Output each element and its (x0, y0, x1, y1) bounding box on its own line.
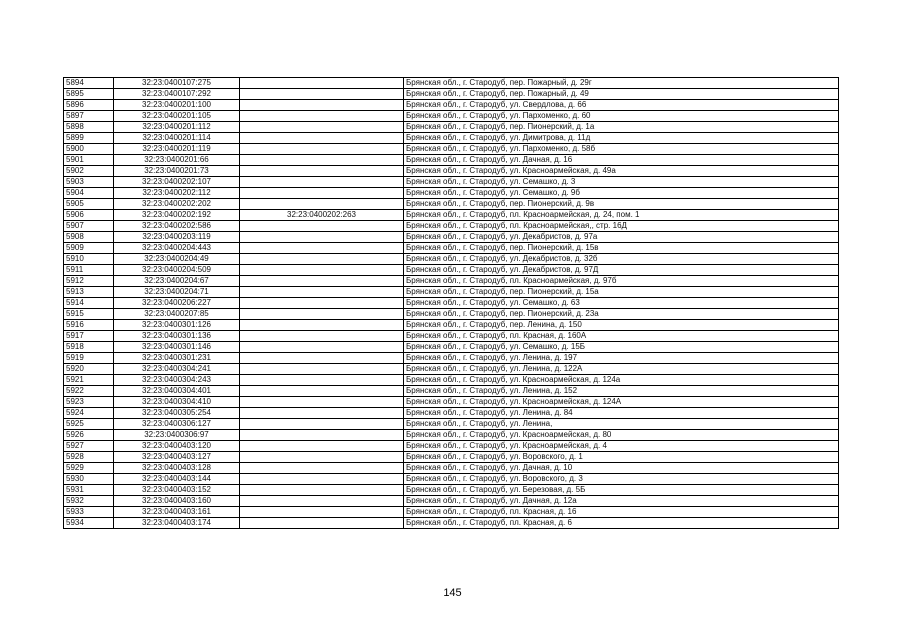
record-number-cell: 5924 (64, 408, 114, 419)
address-cell: Брянская обл., г. Стародуб, ул. Красноармейская, д. 124а (404, 375, 839, 386)
secondary-cadastral-number-cell (240, 342, 404, 353)
cadastral-number-cell: 32:23:0400201:66 (114, 155, 240, 166)
cadastral-number-cell: 32:23:0400203:119 (114, 232, 240, 243)
address-cell: Брянская обл., г. Стародуб, пер. Пионерский, д. 1а (404, 122, 839, 133)
record-number-cell: 5916 (64, 320, 114, 331)
secondary-cadastral-number-cell (240, 441, 404, 452)
record-number-cell: 5903 (64, 177, 114, 188)
address-cell: Брянская обл., г. Стародуб, пл. Красноармейская, д. 97б (404, 276, 839, 287)
table-row (64, 133, 839, 144)
address-cell: Брянская обл., г. Стародуб, пл. Красноармейская, д. 24, пом. 1 (404, 210, 839, 221)
record-number-cell: 5928 (64, 452, 114, 463)
record-number-cell: 5897 (64, 111, 114, 122)
address-cell: Брянская обл., г. Стародуб, пер. Пожарный, д. 29г (404, 78, 839, 89)
cadastral-number-cell: 32:23:0400202:192 (114, 210, 240, 221)
cadastral-number-cell: 32:23:0400204:509 (114, 265, 240, 276)
table-row (64, 243, 839, 254)
record-number-cell: 5906 (64, 210, 114, 221)
record-number-cell: 5910 (64, 254, 114, 265)
table-row (64, 485, 839, 496)
cadastral-number-cell: 32:23:0400107:275 (114, 78, 240, 89)
secondary-cadastral-number-cell (240, 78, 404, 89)
record-number-cell: 5908 (64, 232, 114, 243)
table-row (64, 210, 839, 221)
secondary-cadastral-number-cell (240, 430, 404, 441)
cadastral-number-cell: 32:23:0400201:73 (114, 166, 240, 177)
cadastral-number-cell: 32:23:0400202:112 (114, 188, 240, 199)
cadastral-number-cell: 32:23:0400306:97 (114, 430, 240, 441)
table-row (64, 353, 839, 364)
table-row (64, 254, 839, 265)
table-row (64, 331, 839, 342)
address-cell: Брянская обл., г. Стародуб, пл. Красная, д. 16 (404, 507, 839, 518)
record-number-cell: 5921 (64, 375, 114, 386)
address-cell: Брянская обл., г. Стародуб, пер. Пионерский, д. 23а (404, 309, 839, 320)
cadastral-number-cell: 32:23:0400201:105 (114, 111, 240, 122)
secondary-cadastral-number-cell (240, 298, 404, 309)
address-cell: Брянская обл., г. Стародуб, пер. Пожарный, д. 49 (404, 89, 839, 100)
cadastral-number-cell: 32:23:0400301:136 (114, 331, 240, 342)
address-cell: Брянская обл., г. Стародуб, ул. Ленина, д. 84 (404, 408, 839, 419)
cadastral-number-cell: 32:23:0400201:112 (114, 122, 240, 133)
cadastral-number-cell: 32:23:0400403:120 (114, 441, 240, 452)
cadastral-number-cell: 32:23:0400305:254 (114, 408, 240, 419)
secondary-cadastral-number-cell (240, 386, 404, 397)
record-number-cell: 5900 (64, 144, 114, 155)
address-cell: Брянская обл., г. Стародуб, пер. Пионерский, д. 15а (404, 287, 839, 298)
table-row (64, 463, 839, 474)
secondary-cadastral-number-cell (240, 265, 404, 276)
secondary-cadastral-number-cell (240, 232, 404, 243)
cadastral-number-cell: 32:23:0400403:127 (114, 452, 240, 463)
table-row (64, 518, 839, 529)
cadastral-number-cell: 32:23:0400202:202 (114, 199, 240, 210)
address-cell: Брянская обл., г. Стародуб, ул. Декабристов, д. 32б (404, 254, 839, 265)
address-cell: Брянская обл., г. Стародуб, ул. Ленина, д. 197 (404, 353, 839, 364)
table-row (64, 441, 839, 452)
table-row (64, 309, 839, 320)
address-cell: Брянская обл., г. Стародуб, ул. Пархоменко, д. 60 (404, 111, 839, 122)
secondary-cadastral-number-cell (240, 166, 404, 177)
address-cell: Брянская обл., г. Стародуб, ул. Красноармейская, д. 80 (404, 430, 839, 441)
table-row (64, 298, 839, 309)
record-number-cell: 5926 (64, 430, 114, 441)
cadastral-number-cell: 32:23:0400301:231 (114, 353, 240, 364)
record-number-cell: 5904 (64, 188, 114, 199)
secondary-cadastral-number-cell (240, 320, 404, 331)
secondary-cadastral-number-cell (240, 276, 404, 287)
table-row (64, 419, 839, 430)
secondary-cadastral-number-cell (240, 463, 404, 474)
address-cell: Брянская обл., г. Стародуб, пл. Красноармейская,, стр. 16Д (404, 221, 839, 232)
record-number-cell: 5895 (64, 89, 114, 100)
address-cell: Брянская обл., г. Стародуб, ул. Дачная, д. 10 (404, 463, 839, 474)
cadastral-number-cell: 32:23:0400204:49 (114, 254, 240, 265)
cadastral-number-cell: 32:23:0400403:144 (114, 474, 240, 485)
record-number-cell: 5930 (64, 474, 114, 485)
property-register-table (63, 77, 839, 529)
record-number-cell: 5896 (64, 100, 114, 111)
cadastral-number-cell: 32:23:0400403:152 (114, 485, 240, 496)
secondary-cadastral-number-cell (240, 199, 404, 210)
address-cell: Брянская обл., г. Стародуб, ул. Пархоменко, д. 58б (404, 144, 839, 155)
record-number-cell: 5899 (64, 133, 114, 144)
cadastral-number-cell: 32:23:0400304:401 (114, 386, 240, 397)
address-cell: Брянская обл., г. Стародуб, ул. Семашко, д. 3 (404, 177, 839, 188)
record-number-cell: 5933 (64, 507, 114, 518)
record-number-cell: 5918 (64, 342, 114, 353)
secondary-cadastral-number-cell (240, 331, 404, 342)
secondary-cadastral-number-cell (240, 408, 404, 419)
address-cell: Брянская обл., г. Стародуб, ул. Семашко, д. 9б (404, 188, 839, 199)
cadastral-number-cell: 32:23:0400301:146 (114, 342, 240, 353)
table-row (64, 430, 839, 441)
secondary-cadastral-number-cell (240, 100, 404, 111)
address-cell: Брянская обл., г. Стародуб, ул. Декабристов, д. 97Д (404, 265, 839, 276)
record-number-cell: 5912 (64, 276, 114, 287)
table-row (64, 144, 839, 155)
table-row (64, 276, 839, 287)
cadastral-number-cell: 32:23:0400202:107 (114, 177, 240, 188)
address-cell: Брянская обл., г. Стародуб, ул. Красноармейская, д. 124А (404, 397, 839, 408)
page-number: 145 (443, 587, 462, 599)
cadastral-number-cell: 32:23:0400107:292 (114, 89, 240, 100)
cadastral-number-cell: 32:23:0400304:241 (114, 364, 240, 375)
record-number-cell: 5925 (64, 419, 114, 430)
address-cell: Брянская обл., г. Стародуб, ул. Ленина, д. 152 (404, 386, 839, 397)
secondary-cadastral-number-cell (240, 254, 404, 265)
cadastral-number-cell: 32:23:0400204:443 (114, 243, 240, 254)
record-number-cell: 5920 (64, 364, 114, 375)
secondary-cadastral-number-cell (240, 188, 404, 199)
table-row (64, 474, 839, 485)
cadastral-number-cell: 32:23:0400201:114 (114, 133, 240, 144)
secondary-cadastral-number-cell (240, 89, 404, 100)
secondary-cadastral-number-cell (240, 496, 404, 507)
table-row (64, 188, 839, 199)
record-number-cell: 5909 (64, 243, 114, 254)
record-number-cell: 5901 (64, 155, 114, 166)
cadastral-number-cell: 32:23:0400403:128 (114, 463, 240, 474)
secondary-cadastral-number-cell (240, 419, 404, 430)
address-cell: Брянская обл., г. Стародуб, ул. Семашко, д. 15Б (404, 342, 839, 353)
table-row (64, 507, 839, 518)
record-number-cell: 5902 (64, 166, 114, 177)
secondary-cadastral-number-cell (240, 353, 404, 364)
address-cell: Брянская обл., г. Стародуб, ул. Ленина, (404, 419, 839, 430)
table-row (64, 364, 839, 375)
cadastral-number-cell: 32:23:0400304:410 (114, 397, 240, 408)
record-number-cell: 5919 (64, 353, 114, 364)
secondary-cadastral-number-cell (240, 177, 404, 188)
cadastral-number-cell: 32:23:0400403:174 (114, 518, 240, 529)
table-row (64, 177, 839, 188)
cadastral-number-cell: 32:23:0400206:227 (114, 298, 240, 309)
table-row (64, 89, 839, 100)
address-cell: Брянская обл., г. Стародуб, ул. Семашко, д. 63 (404, 298, 839, 309)
table-row (64, 166, 839, 177)
cadastral-number-cell: 32:23:0400202:586 (114, 221, 240, 232)
secondary-cadastral-number-cell (240, 287, 404, 298)
register-table-body (64, 78, 839, 529)
table-row (64, 397, 839, 408)
secondary-cadastral-number-cell (240, 452, 404, 463)
table-row (64, 100, 839, 111)
address-cell: Брянская обл., г. Стародуб, ул. Дачная, д. 16 (404, 155, 839, 166)
record-number-cell: 5917 (64, 331, 114, 342)
address-cell: Брянская обл., г. Стародуб, ул. Димитрова, д. 11д (404, 133, 839, 144)
secondary-cadastral-number-cell: 32:23:0400202:263 (240, 210, 404, 221)
table-row (64, 155, 839, 166)
table-row (64, 111, 839, 122)
cadastral-number-cell: 32:23:0400304:243 (114, 375, 240, 386)
cadastral-number-cell: 32:23:0400403:161 (114, 507, 240, 518)
address-cell: Брянская обл., г. Стародуб, ул. Березовая, д. 5Б (404, 485, 839, 496)
table-row (64, 78, 839, 89)
table-row (64, 375, 839, 386)
secondary-cadastral-number-cell (240, 397, 404, 408)
secondary-cadastral-number-cell (240, 243, 404, 254)
table-row (64, 287, 839, 298)
table-row (64, 496, 839, 507)
secondary-cadastral-number-cell (240, 155, 404, 166)
secondary-cadastral-number-cell (240, 221, 404, 232)
secondary-cadastral-number-cell (240, 309, 404, 320)
cadastral-number-cell: 32:23:0400204:71 (114, 287, 240, 298)
table-row (64, 320, 839, 331)
address-cell: Брянская обл., г. Стародуб, ул. Красноармейская, д. 49а (404, 166, 839, 177)
address-cell: Брянская обл., г. Стародуб, пер. Пионерский, д. 15в (404, 243, 839, 254)
address-cell: Брянская обл., г. Стародуб, ул. Дачная, д. 12а (404, 496, 839, 507)
record-number-cell: 5922 (64, 386, 114, 397)
record-number-cell: 5923 (64, 397, 114, 408)
cadastral-number-cell: 32:23:0400204:67 (114, 276, 240, 287)
record-number-cell: 5913 (64, 287, 114, 298)
address-cell: Брянская обл., г. Стародуб, пер. Ленина, д. 150 (404, 320, 839, 331)
record-number-cell: 5932 (64, 496, 114, 507)
table-row (64, 122, 839, 133)
cadastral-number-cell: 32:23:0400403:160 (114, 496, 240, 507)
record-number-cell: 5898 (64, 122, 114, 133)
table-row (64, 452, 839, 463)
cadastral-number-cell: 32:23:0400201:119 (114, 144, 240, 155)
record-number-cell: 5931 (64, 485, 114, 496)
secondary-cadastral-number-cell (240, 144, 404, 155)
record-number-cell: 5914 (64, 298, 114, 309)
cadastral-number-cell: 32:23:0400201:100 (114, 100, 240, 111)
record-number-cell: 5915 (64, 309, 114, 320)
cadastral-number-cell: 32:23:0400207:85 (114, 309, 240, 320)
secondary-cadastral-number-cell (240, 122, 404, 133)
table-row (64, 199, 839, 210)
secondary-cadastral-number-cell (240, 485, 404, 496)
secondary-cadastral-number-cell (240, 474, 404, 485)
table-row (64, 221, 839, 232)
cadastral-number-cell: 32:23:0400306:127 (114, 419, 240, 430)
secondary-cadastral-number-cell (240, 518, 404, 529)
cadastral-number-cell: 32:23:0400301:126 (114, 320, 240, 331)
table-row (64, 342, 839, 353)
secondary-cadastral-number-cell (240, 111, 404, 122)
address-cell: Брянская обл., г. Стародуб, пл. Красная, д. 6 (404, 518, 839, 529)
table-row (64, 408, 839, 419)
table-row (64, 265, 839, 276)
address-cell: Брянская обл., г. Стародуб, ул. Свердлова, д. 66 (404, 100, 839, 111)
secondary-cadastral-number-cell (240, 364, 404, 375)
table-row (64, 386, 839, 397)
address-cell: Брянская обл., г. Стародуб, ул. Красноармейская, д. 4 (404, 441, 839, 452)
secondary-cadastral-number-cell (240, 375, 404, 386)
record-number-cell: 5927 (64, 441, 114, 452)
address-cell: Брянская обл., г. Стародуб, пер. Пионерский, д. 9в (404, 199, 839, 210)
secondary-cadastral-number-cell (240, 507, 404, 518)
record-number-cell: 5905 (64, 199, 114, 210)
record-number-cell: 5934 (64, 518, 114, 529)
address-cell: Брянская обл., г. Стародуб, пл. Красная, д. 160А (404, 331, 839, 342)
record-number-cell: 5894 (64, 78, 114, 89)
address-cell: Брянская обл., г. Стародуб, ул. Воровского, д. 1 (404, 452, 839, 463)
table-row (64, 232, 839, 243)
address-cell: Брянская обл., г. Стародуб, ул. Декабристов, д. 97а (404, 232, 839, 243)
address-cell: Брянская обл., г. Стародуб, ул. Воровского, д. 3 (404, 474, 839, 485)
record-number-cell: 5911 (64, 265, 114, 276)
address-cell: Брянская обл., г. Стародуб, ул. Ленина, д. 122А (404, 364, 839, 375)
record-number-cell: 5907 (64, 221, 114, 232)
secondary-cadastral-number-cell (240, 133, 404, 144)
record-number-cell: 5929 (64, 463, 114, 474)
